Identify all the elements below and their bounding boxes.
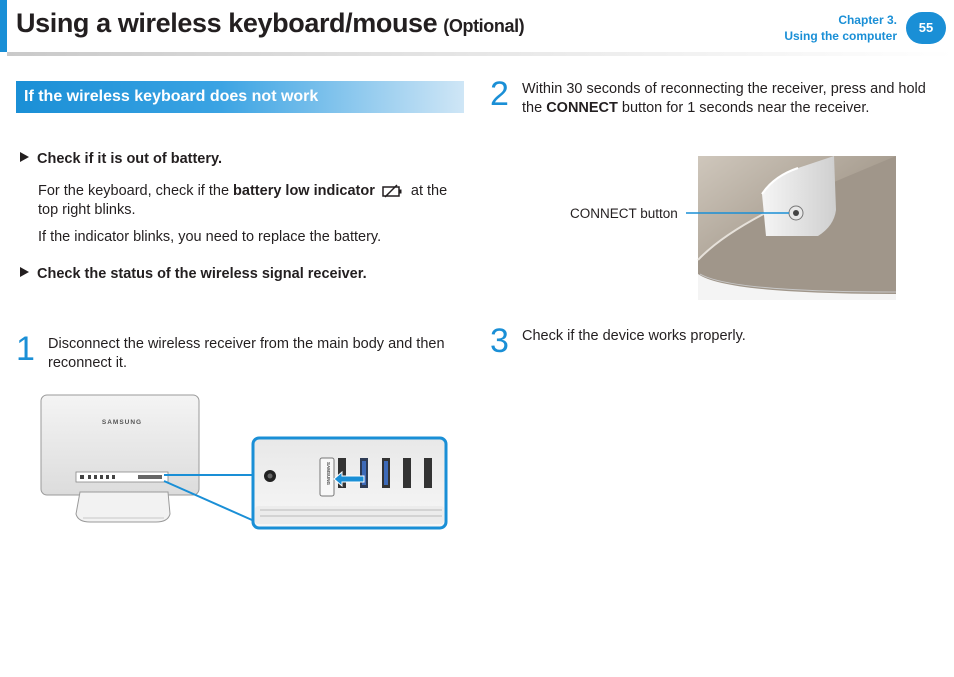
page-title-text: Using a wireless keyboard/mouse (16, 8, 438, 38)
step-2-text (522, 80, 932, 118)
bullet-title: Check if it is out of battery. (37, 151, 223, 167)
triangle-bullet-icon (20, 267, 29, 277)
page-number-badge: 55 (906, 12, 946, 44)
battery-low-indicator-label: battery low indicator (233, 183, 375, 199)
header-rule (7, 52, 954, 56)
battery-low-icon (381, 184, 403, 198)
bullet-receiver-check (20, 266, 367, 282)
paragraph-text: at the top right blinks. (38, 183, 448, 218)
section-heading: If the wireless keyboard does not work (16, 81, 464, 113)
step-1-text: Disconnect the wireless receiver from the main body and then reconnect it. (48, 336, 445, 371)
header-accent-bar (0, 0, 7, 52)
chapter-name: Using the computer (784, 29, 897, 43)
connect-button-figure (686, 156, 896, 302)
page-title (16, 8, 524, 39)
connect-keyword: CONNECT (546, 100, 618, 116)
bullet-title: Check the status of the wireless signal receiver. (37, 266, 367, 282)
step-2-text-after: button for 1 seconds near the receiver. (617, 100, 870, 116)
step-2-number: 2 (490, 75, 509, 113)
step-2-text-before: Within 30 seconds of reconnecting the receiver, press and hold the (522, 81, 926, 116)
bullet-battery-check (20, 151, 222, 167)
triangle-bullet-icon (20, 152, 29, 162)
receiver-port-figure (38, 392, 452, 534)
step-3-text: Check if the device works properly. (522, 328, 746, 344)
page-title-suffix: (Optional) (443, 16, 525, 36)
monitor-brand-text: SAMSUNG (101, 419, 143, 426)
replace-battery-paragraph: If the indicator blinks, you need to replace the battery. (38, 229, 382, 245)
receiver-brand-text: SAMSUNG (326, 462, 331, 486)
battery-indicator-paragraph (38, 182, 450, 220)
chapter-label (784, 12, 897, 44)
step-3-number: 3 (490, 322, 509, 360)
step-1-number: 1 (16, 330, 35, 368)
chapter-number: Chapter 3. (838, 13, 897, 27)
connect-button-label: CONNECT button (570, 206, 678, 221)
paragraph-text: For the keyboard, check if the (38, 183, 234, 199)
